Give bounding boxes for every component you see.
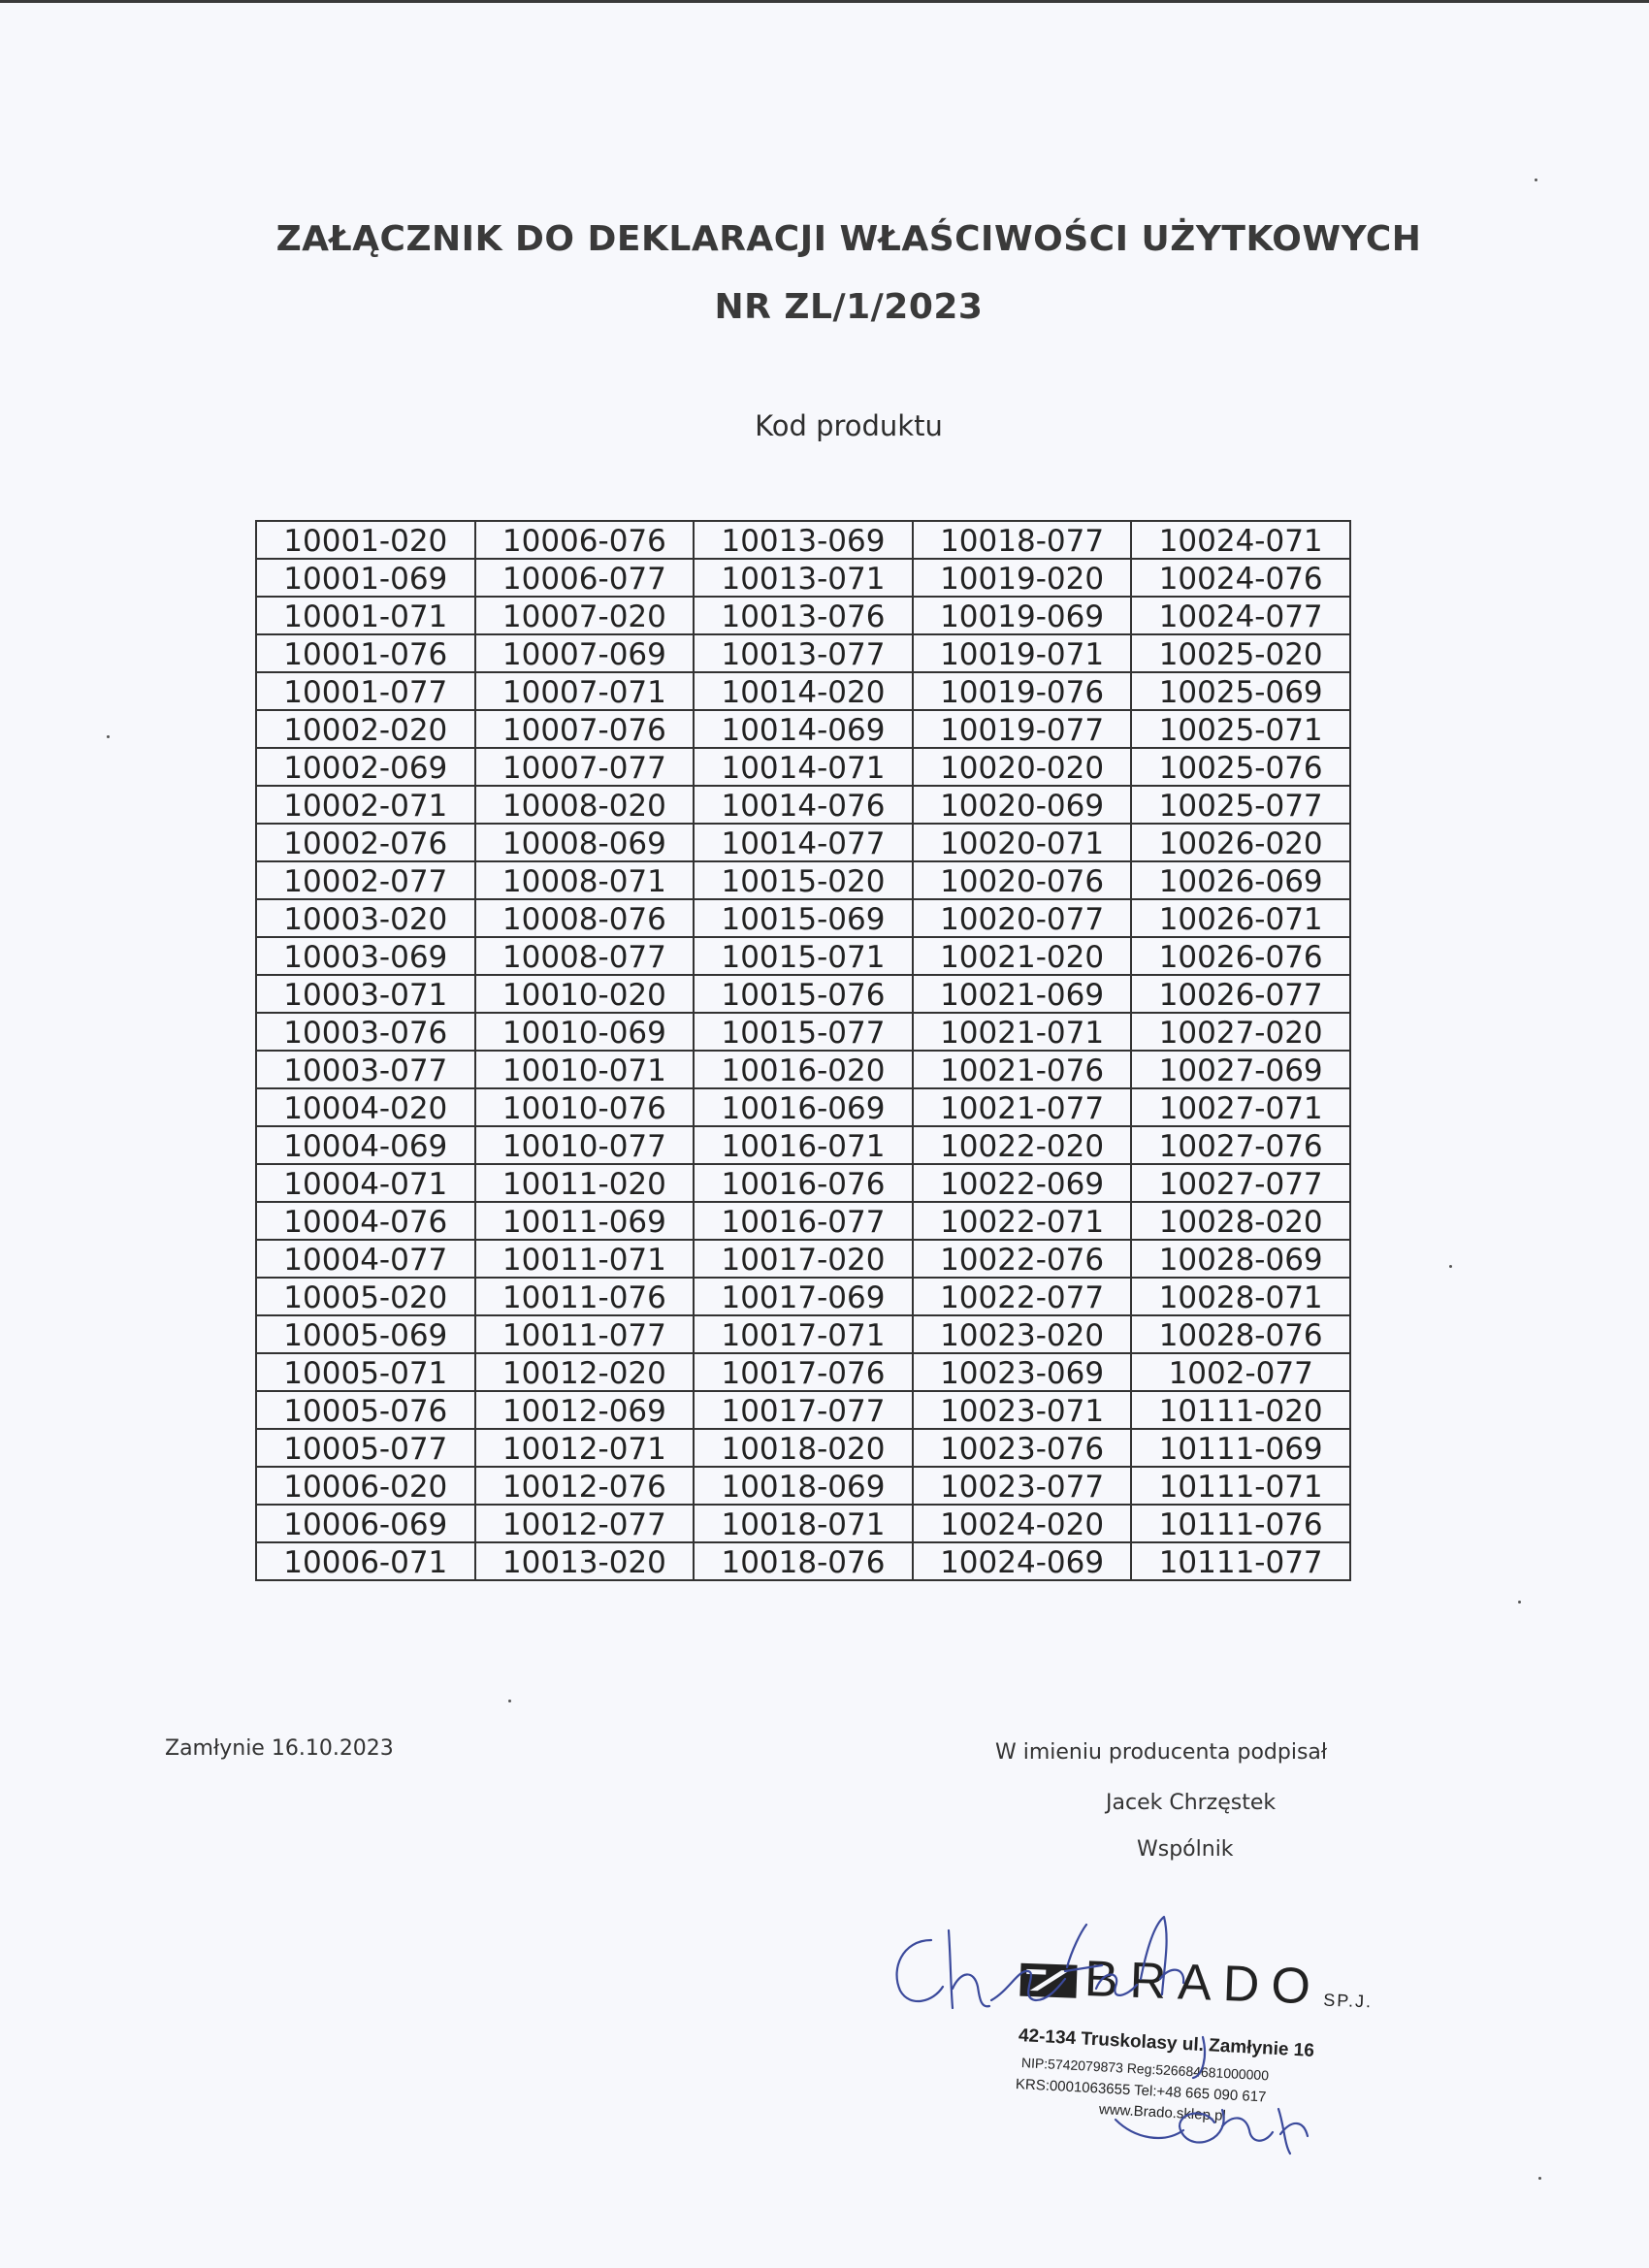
- stamp-nip-reg: NIP:5742079873 Reg:526684681000000: [1020, 2055, 1270, 2084]
- product-code-cell: 10022-069: [913, 1164, 1132, 1202]
- table-row: [256, 521, 1350, 559]
- product-code-cell: 10025-069: [1131, 672, 1350, 710]
- product-code-cell: 10013-076: [694, 597, 913, 634]
- product-code-cell: 10024-071: [1131, 521, 1350, 559]
- table-row: [256, 1240, 1350, 1278]
- product-code-cell: 10021-076: [913, 1051, 1132, 1088]
- table-row: [256, 1353, 1350, 1391]
- product-code-cell: 10012-077: [475, 1505, 695, 1542]
- product-code-cell: 10026-077: [1131, 975, 1350, 1013]
- product-code-cell: 10001-020: [256, 521, 475, 559]
- product-code-cell: 10018-020: [694, 1429, 913, 1467]
- product-code-cell: 10008-020: [475, 786, 695, 824]
- product-code-cell: 10024-076: [1131, 559, 1350, 597]
- product-code-cell: 10002-020: [256, 710, 475, 748]
- product-code-cell: 10006-076: [475, 521, 695, 559]
- product-code-cell: 10019-076: [913, 672, 1132, 710]
- stamp-brand: BRADO: [1083, 1951, 1323, 2016]
- table-row: [256, 634, 1350, 672]
- product-code-cell: 10004-069: [256, 1126, 475, 1164]
- signer-name: Jacek Chrzęstek: [1106, 1791, 1277, 1815]
- product-code-cell: 10018-077: [913, 521, 1132, 559]
- product-code-cell: 10002-071: [256, 786, 475, 824]
- product-code-cell: 10016-020: [694, 1051, 913, 1088]
- product-code-cell: 10004-076: [256, 1202, 475, 1240]
- product-code-cell: 10028-069: [1131, 1240, 1350, 1278]
- product-code-cell: 10011-071: [475, 1240, 695, 1278]
- product-code-cell: 10013-069: [694, 521, 913, 559]
- product-code-cell: 10021-077: [913, 1088, 1132, 1126]
- table-row: [256, 786, 1350, 824]
- product-code-cell: 10028-071: [1131, 1278, 1350, 1315]
- product-code-cell: 10026-069: [1131, 861, 1350, 899]
- product-code-cell: 10018-069: [694, 1467, 913, 1505]
- product-code-cell: 10027-020: [1131, 1013, 1350, 1051]
- scan-speck: [107, 735, 110, 738]
- product-code-cell: 10003-020: [256, 899, 475, 937]
- product-code-cell: 10019-020: [913, 559, 1132, 597]
- handwritten-signature: [873, 1911, 1377, 2163]
- product-code-cell: 10013-071: [694, 559, 913, 597]
- product-code-cell: 10008-077: [475, 937, 695, 975]
- product-code-cell: 10004-077: [256, 1240, 475, 1278]
- product-code-cell: 10012-076: [475, 1467, 695, 1505]
- product-code-cell: 10023-077: [913, 1467, 1132, 1505]
- product-code-cell: 10001-069: [256, 559, 475, 597]
- product-code-cell: 10111-077: [1131, 1542, 1350, 1580]
- product-code-cell: 10026-076: [1131, 937, 1350, 975]
- table-row: [256, 1164, 1350, 1202]
- product-code-cell: 10017-076: [694, 1353, 913, 1391]
- product-code-cell: 10025-077: [1131, 786, 1350, 824]
- product-code-cell: 10022-076: [913, 1240, 1132, 1278]
- table-caption: Kod produktu: [755, 409, 943, 442]
- signer-role: Wspólnik: [1137, 1837, 1234, 1862]
- table-row: [256, 937, 1350, 975]
- stamp-address: 42-134 Truskolasy ul. Zamłynie 16: [1018, 2025, 1315, 2061]
- product-code-cell: 10006-069: [256, 1505, 475, 1542]
- product-code-cell: 10010-077: [475, 1126, 695, 1164]
- product-code-cell: 10024-020: [913, 1505, 1132, 1542]
- product-code-cell: 10024-077: [1131, 597, 1350, 634]
- product-code-cell: 10006-071: [256, 1542, 475, 1580]
- product-code-cell: 10014-076: [694, 786, 913, 824]
- product-code-cell: 10025-020: [1131, 634, 1350, 672]
- product-code-cell: 10005-069: [256, 1315, 475, 1353]
- product-code-cell: 10013-020: [475, 1542, 695, 1580]
- product-code-cell: 10021-020: [913, 937, 1132, 975]
- product-code-cell: 10020-020: [913, 748, 1132, 786]
- product-code-cell: 10006-020: [256, 1467, 475, 1505]
- table-row: [256, 1429, 1350, 1467]
- product-code-cell: 10111-071: [1131, 1467, 1350, 1505]
- table-row: [256, 559, 1350, 597]
- stamp-company-suffix: SP.J.: [1323, 1990, 1374, 2012]
- product-code-cell: 10027-069: [1131, 1051, 1350, 1088]
- product-code-cell: 10028-076: [1131, 1315, 1350, 1353]
- table-row: [256, 899, 1350, 937]
- product-code-cell: 10020-076: [913, 861, 1132, 899]
- product-code-cell: 10023-076: [913, 1429, 1132, 1467]
- product-code-cell: 10005-071: [256, 1353, 475, 1391]
- place-and-date: Zamłynie 16.10.2023: [165, 1736, 394, 1761]
- product-code-cell: 10028-020: [1131, 1202, 1350, 1240]
- scan-speck: [1518, 1601, 1521, 1604]
- scan-speck: [1538, 2177, 1541, 2180]
- product-code-cell: 10015-069: [694, 899, 913, 937]
- product-code-cell: 10017-071: [694, 1315, 913, 1353]
- product-code-cell: 10016-076: [694, 1164, 913, 1202]
- product-code-cell: 10025-071: [1131, 710, 1350, 748]
- product-code-cell: 10023-071: [913, 1391, 1132, 1429]
- product-code-cell: 10003-069: [256, 937, 475, 975]
- stamp-website: www.Brado.sklep.pl: [1098, 2101, 1227, 2124]
- product-code-cell: 10022-077: [913, 1278, 1132, 1315]
- product-code-cell: 1002-077: [1131, 1353, 1350, 1391]
- product-code-cell: 10016-077: [694, 1202, 913, 1240]
- product-code-cell: 10005-077: [256, 1429, 475, 1467]
- product-code-cell: 10021-069: [913, 975, 1132, 1013]
- product-code-cell: 10006-077: [475, 559, 695, 597]
- product-code-cell: 10007-069: [475, 634, 695, 672]
- product-code-cell: 10013-077: [694, 634, 913, 672]
- product-code-cell: 10018-076: [694, 1542, 913, 1580]
- product-code-cell: 10026-071: [1131, 899, 1350, 937]
- scan-edge-line: [0, 0, 1649, 3]
- table-row: [256, 1391, 1350, 1429]
- product-code-cell: 10017-069: [694, 1278, 913, 1315]
- product-code-cell: 10020-069: [913, 786, 1132, 824]
- stamp-krs-tel: KRS:0001063655 Tel:+48 665 090 617: [1015, 2076, 1267, 2106]
- product-code-cell: 10016-071: [694, 1126, 913, 1164]
- table-row: [256, 861, 1350, 899]
- product-code-cell: 10015-076: [694, 975, 913, 1013]
- product-code-cell: 10003-076: [256, 1013, 475, 1051]
- product-code-cell: 10014-020: [694, 672, 913, 710]
- table-row: [256, 1013, 1350, 1051]
- product-code-cell: 10003-077: [256, 1051, 475, 1088]
- product-code-cell: 10018-071: [694, 1505, 913, 1542]
- product-code-cell: 10002-076: [256, 824, 475, 861]
- product-code-cell: 10001-071: [256, 597, 475, 634]
- product-code-cell: 10024-069: [913, 1542, 1132, 1580]
- product-code-cell: 10007-076: [475, 710, 695, 748]
- product-code-cell: 10020-077: [913, 899, 1132, 937]
- product-code-cell: 10001-077: [256, 672, 475, 710]
- table-row: [256, 1051, 1350, 1088]
- table-row: [256, 975, 1350, 1013]
- product-code-cell: 10011-020: [475, 1164, 695, 1202]
- table-row: [256, 1467, 1350, 1505]
- product-code-cell: 10011-076: [475, 1278, 695, 1315]
- product-code-cell: 10012-069: [475, 1391, 695, 1429]
- product-code-cell: 10005-020: [256, 1278, 475, 1315]
- table-row: [256, 672, 1350, 710]
- product-code-cell: 10007-071: [475, 672, 695, 710]
- product-code-cell: 10022-071: [913, 1202, 1132, 1240]
- document-number: NR ZL/1/2023: [714, 287, 984, 327]
- product-code-cell: 10008-071: [475, 861, 695, 899]
- product-code-cell: 10019-077: [913, 710, 1132, 748]
- document-title: ZAŁĄCZNIK DO DEKLARACJI WŁAŚCIWOŚCI UŻYTKOWYCH: [275, 219, 1422, 259]
- table-row: [256, 824, 1350, 861]
- product-code-cell: 10015-020: [694, 861, 913, 899]
- product-code-cell: 10012-071: [475, 1429, 695, 1467]
- product-code-cell: 10008-069: [475, 824, 695, 861]
- product-code-cell: 10022-020: [913, 1126, 1132, 1164]
- product-code-cell: 10027-071: [1131, 1088, 1350, 1126]
- product-code-cell: 10017-077: [694, 1391, 913, 1429]
- table-row: [256, 1315, 1350, 1353]
- table-row: [256, 1278, 1350, 1315]
- product-code-cell: 10027-076: [1131, 1126, 1350, 1164]
- signed-on-behalf-label: W imieniu producenta podpisał: [995, 1740, 1328, 1765]
- product-code-cell: 10007-020: [475, 597, 695, 634]
- product-code-cell: 10025-076: [1131, 748, 1350, 786]
- product-code-cell: 10023-069: [913, 1353, 1132, 1391]
- product-code-cell: 10010-069: [475, 1013, 695, 1051]
- product-code-cell: 10004-071: [256, 1164, 475, 1202]
- product-code-cell: 10111-069: [1131, 1429, 1350, 1467]
- product-code-cell: 10015-077: [694, 1013, 913, 1051]
- table-row: [256, 748, 1350, 786]
- table-row: [256, 1202, 1350, 1240]
- product-code-cell: 10019-069: [913, 597, 1132, 634]
- product-code-cell: 10014-077: [694, 824, 913, 861]
- table-row: [256, 1126, 1350, 1164]
- product-code-cell: 10012-020: [475, 1353, 695, 1391]
- product-code-cell: 10014-069: [694, 710, 913, 748]
- table-row: [256, 597, 1350, 634]
- product-code-cell: 10004-020: [256, 1088, 475, 1126]
- table-row: [256, 1542, 1350, 1580]
- product-code-cell: 10007-077: [475, 748, 695, 786]
- table-row: [256, 710, 1350, 748]
- product-code-cell: 10011-069: [475, 1202, 695, 1240]
- product-code-cell: 10027-077: [1131, 1164, 1350, 1202]
- product-code-cell: 10010-020: [475, 975, 695, 1013]
- product-code-cell: 10026-020: [1131, 824, 1350, 861]
- scan-speck: [1535, 178, 1537, 181]
- product-code-cell: 10008-076: [475, 899, 695, 937]
- product-code-cell: 10011-077: [475, 1315, 695, 1353]
- product-code-cell: 10014-071: [694, 748, 913, 786]
- product-code-cell: 10002-077: [256, 861, 475, 899]
- product-code-cell: 10020-071: [913, 824, 1132, 861]
- product-code-cell: 10010-071: [475, 1051, 695, 1088]
- product-code-cell: 10002-069: [256, 748, 475, 786]
- product-code-cell: 10021-071: [913, 1013, 1132, 1051]
- product-code-cell: 10005-076: [256, 1391, 475, 1429]
- product-code-cell: 10019-071: [913, 634, 1132, 672]
- table-row: [256, 1505, 1350, 1542]
- product-code-cell: 10010-076: [475, 1088, 695, 1126]
- product-code-table: [255, 520, 1351, 1581]
- product-code-cell: 10015-071: [694, 937, 913, 975]
- product-code-cell: 10001-076: [256, 634, 475, 672]
- product-code-cell: 10016-069: [694, 1088, 913, 1126]
- product-code-cell: 10023-020: [913, 1315, 1132, 1353]
- product-code-cell: 10111-076: [1131, 1505, 1350, 1542]
- scan-speck: [1449, 1265, 1452, 1268]
- table-row: [256, 1088, 1350, 1126]
- scan-speck: [508, 1700, 511, 1702]
- product-code-cell: 10017-020: [694, 1240, 913, 1278]
- product-code-cell: 10003-071: [256, 975, 475, 1013]
- product-code-cell: 10111-020: [1131, 1391, 1350, 1429]
